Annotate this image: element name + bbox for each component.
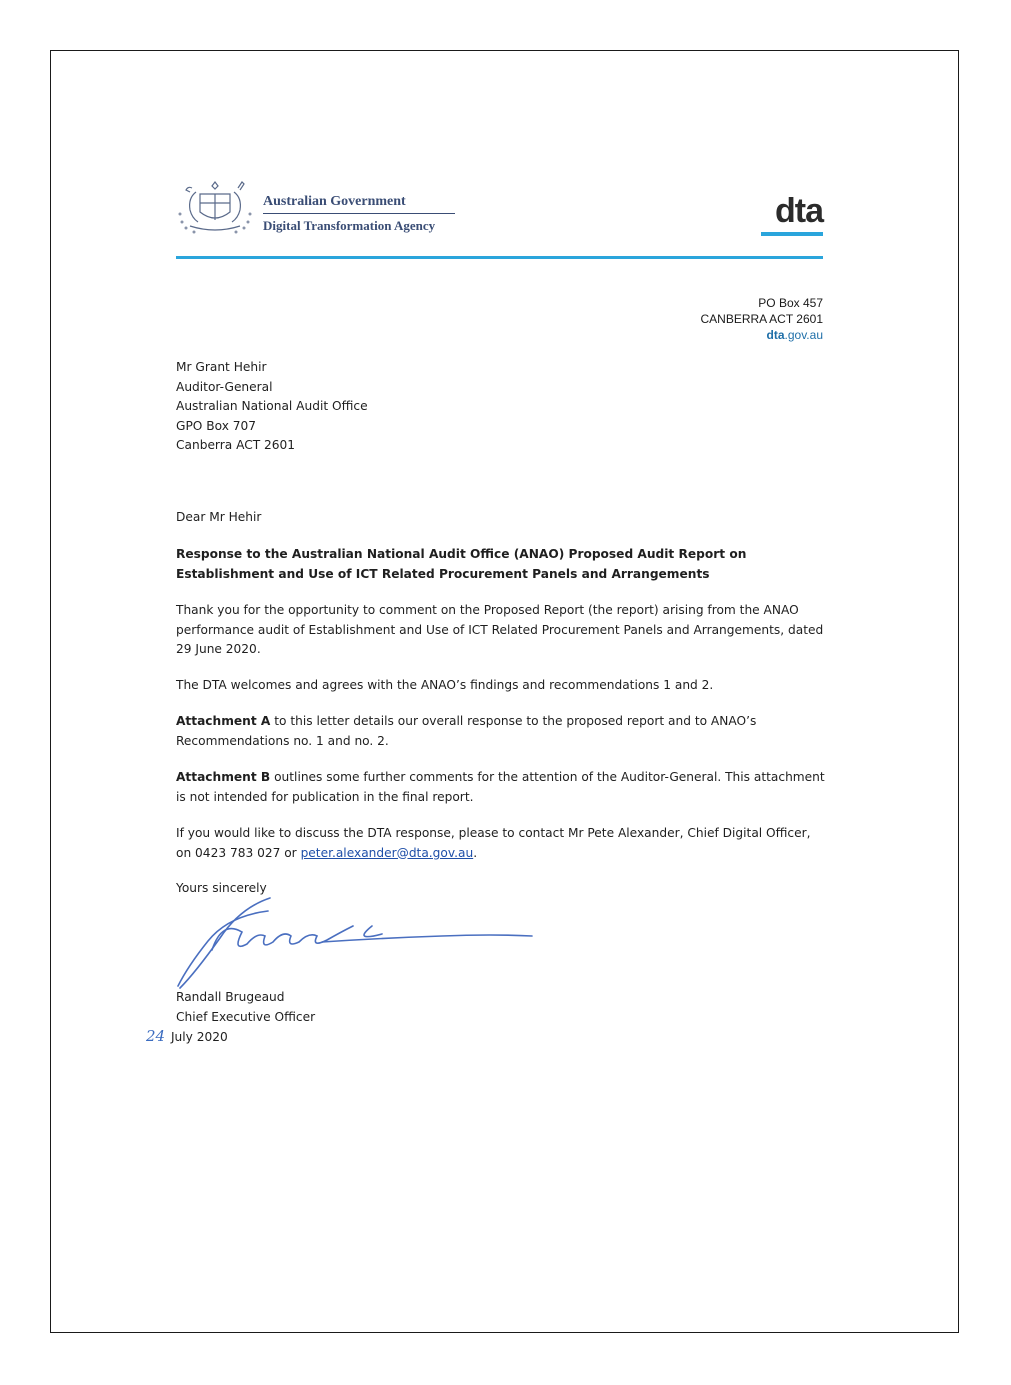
paragraph-intro: Thank you for the opportunity to comment on the Proposed Report (the report) arising from the ANAO performance audit of Establishment and Use of ICT Related Procurement Panels and Arrangements, dated 29 June 2020. <box>176 603 824 656</box>
signatory-position: Chief Executive Officer <box>176 1009 316 1024</box>
website-domain: dta <box>766 328 785 342</box>
salutation: Dear Mr Hehir <box>176 510 262 524</box>
recipient-name: Mr Grant Hehir <box>176 360 267 374</box>
brand-divider <box>263 213 455 214</box>
paragraph-attachment-a <box>176 712 826 751</box>
date-month-year: July 2020 <box>167 1030 228 1044</box>
handwritten-day: 24 <box>146 1027 166 1045</box>
agency-name: Digital Transformation Agency <box>263 218 436 233</box>
sender-address <box>700 295 823 343</box>
paragraph-contact <box>176 824 826 863</box>
government-name: Australian Government <box>263 194 406 209</box>
subject-line: Response to the Australian National Audit Office (ANAO) Proposed Audit Report on Establishment and Use of ICT Related Procurement Panels and Arrangements <box>176 547 747 581</box>
attachment-a-text: to this letter details our overall response to the proposed report and to ANAO’s Recommendations no. 1 and no. 2. <box>176 714 757 748</box>
sender-city: CANBERRA ACT 2601 <box>700 312 823 326</box>
contact-text: If you would like to discuss the DTA response, please to contact Mr Pete Alexander, Chief Digital Officer, on 0423 783 027 or <box>176 826 811 860</box>
attachment-b-label: Attachment B <box>176 770 271 784</box>
attachment-b-text: outlines some further comments for the attention of the Auditor-General. This attachment is not intended for publication in the final report. <box>176 770 825 804</box>
contact-text-end: . <box>473 845 478 860</box>
dta-logo-text: dta <box>775 192 823 230</box>
paragraph-attachment-b <box>176 768 826 807</box>
sender-website[interactable] <box>700 327 823 343</box>
coat-of-arms-icon <box>176 178 254 238</box>
recipient-box: GPO Box 707 <box>176 418 257 433</box>
recipient-organisation: Australian National Audit Office <box>176 399 368 413</box>
paragraph-agreement: The DTA welcomes and agrees with the ANAO’s findings and recommendations 1 and 2. <box>176 678 714 692</box>
letterhead <box>176 176 823 260</box>
signatory-block <box>176 988 315 1027</box>
recipient-title: Auditor-General <box>176 379 273 394</box>
letter-date <box>146 1027 228 1048</box>
contact-email-link[interactable]: peter.alexander@dta.gov.au <box>300 845 474 860</box>
attachment-a-label: Attachment A <box>176 714 271 728</box>
recipient-address <box>176 358 368 456</box>
recipient-city: Canberra ACT 2601 <box>176 438 296 452</box>
dta-logo-bar <box>761 232 823 236</box>
closing: Yours sincerely <box>176 881 267 895</box>
dta-logo <box>761 194 823 236</box>
signature-icon <box>172 890 542 990</box>
letterhead-rule <box>176 256 823 259</box>
signatory-name: Randall Brugeaud <box>176 990 285 1004</box>
government-brand <box>263 194 455 234</box>
sender-po-box: PO Box 457 <box>758 296 823 310</box>
website-suffix: .gov.au <box>784 328 823 342</box>
